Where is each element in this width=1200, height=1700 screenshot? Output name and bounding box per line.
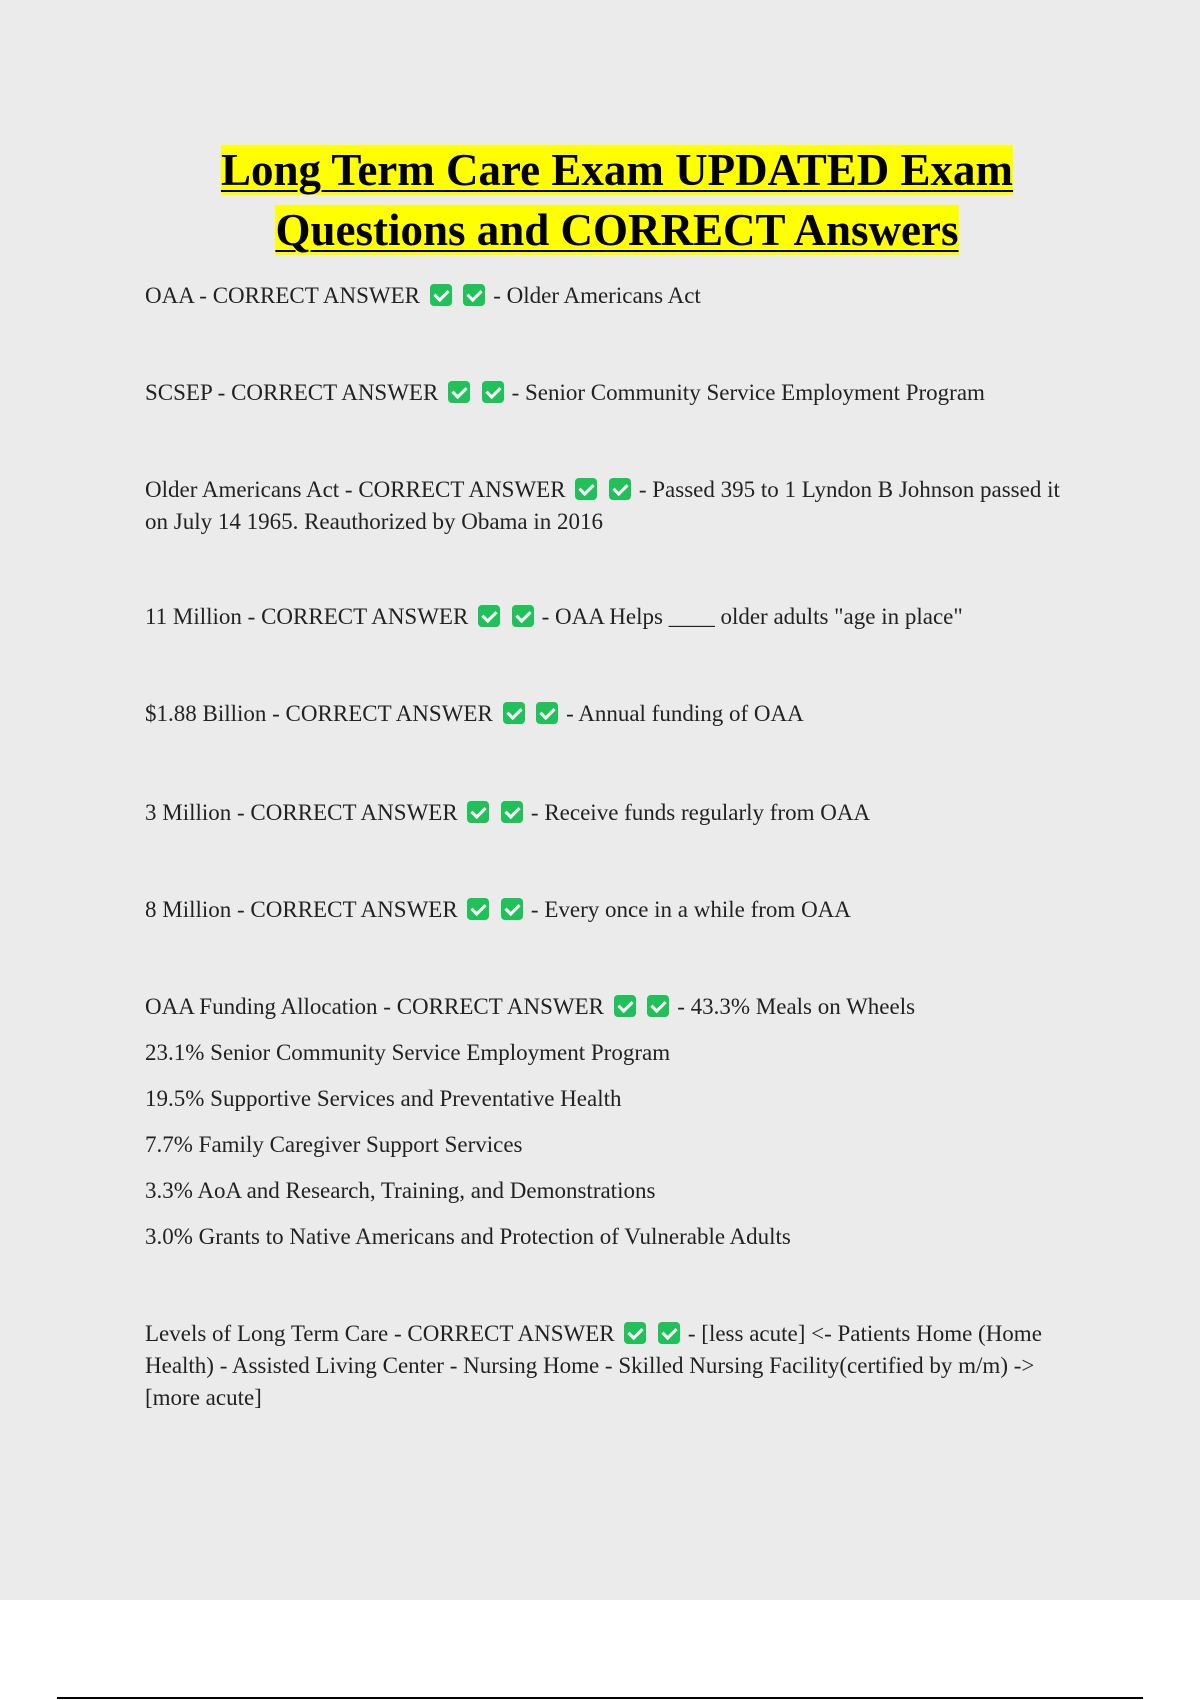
check-mark-icon (467, 801, 489, 823)
qa-answer: - Senior Community Service Employment Program (511, 380, 985, 405)
qa-item-scsep (145, 377, 1085, 409)
qa-answer: - Annual funding of OAA (566, 701, 804, 726)
qa-item-3-million (145, 797, 1085, 829)
check-mark-icon (658, 1322, 680, 1344)
qa-term: 11 Million - CORRECT ANSWER (145, 604, 469, 629)
qa-term: Levels of Long Term Care - CORRECT ANSWER (145, 1321, 615, 1346)
check-mark-icon (482, 381, 504, 403)
qa-answer: - OAA Helps ____ older adults "age in place" (541, 604, 963, 629)
allocation-line: 3.0% Grants to Native Americans and Protection of Vulnerable Adults (145, 1224, 791, 1249)
qa-term: OAA Funding Allocation - CORRECT ANSWER (145, 994, 604, 1019)
check-mark-icon (501, 898, 523, 920)
qa-item-older-americans-act (145, 474, 1085, 538)
qa-item-8-million (145, 894, 1085, 926)
check-mark-icon (501, 801, 523, 823)
qa-term: $1.88 Billion - CORRECT ANSWER (145, 701, 493, 726)
qa-item-levels-of-care (145, 1318, 1085, 1414)
check-mark-icon (624, 1322, 646, 1344)
allocation-line: 3.3% AoA and Research, Training, and Demonstrations (145, 1178, 656, 1203)
qa-answer: - Every once in a while from OAA (530, 897, 851, 922)
qa-item-11-million (145, 601, 1085, 633)
qa-answer: - Older Americans Act (493, 283, 701, 308)
check-mark-icon (512, 605, 534, 627)
check-mark-icon (430, 284, 452, 306)
check-mark-icon (575, 478, 597, 500)
qa-item-oaa (145, 280, 1085, 312)
check-mark-icon (536, 702, 558, 724)
qa-answer: - Passed 395 to 1 Lyndon B Johnson passed it on July 14 1965. Reauthorized by Obama in 2016 (145, 477, 1060, 534)
check-mark-icon (448, 381, 470, 403)
check-mark-icon (503, 702, 525, 724)
qa-answer: - [less acute] <- Patients Home (Home Health) - Assisted Living Center - Nursing Home - Skilled Nursing Facility(certified by m/m) -> [more acute] (145, 1321, 1042, 1410)
qa-answer: - Receive funds regularly from OAA (530, 800, 871, 825)
check-mark-icon (647, 995, 669, 1017)
qa-term: OAA - CORRECT ANSWER (145, 283, 420, 308)
check-mark-icon (467, 898, 489, 920)
check-mark-icon (609, 478, 631, 500)
footer-divider (57, 1697, 1143, 1699)
title-line-1: Long Term Care Exam UPDATED Exam (220, 145, 1014, 195)
check-mark-icon (478, 605, 500, 627)
qa-term: Older Americans Act - CORRECT ANSWER (145, 477, 566, 502)
allocation-line: 23.1% Senior Community Service Employment Program (145, 1040, 671, 1065)
qa-term: SCSEP - CORRECT ANSWER (145, 380, 439, 405)
allocation-line: 19.5% Supportive Services and Preventative Health (145, 1086, 622, 1111)
qa-item-annual-funding (145, 698, 1085, 730)
qa-answer: - 43.3% Meals on Wheels (677, 994, 916, 1019)
qa-term: 3 Million - CORRECT ANSWER (145, 800, 458, 825)
check-mark-icon (614, 995, 636, 1017)
title-line-2: Questions and CORRECT Answers (275, 205, 959, 255)
qa-item-funding-allocation (145, 991, 1085, 1253)
check-mark-icon (463, 284, 485, 306)
allocation-line: 7.7% Family Caregiver Support Services (145, 1132, 523, 1157)
qa-term: 8 Million - CORRECT ANSWER (145, 897, 458, 922)
document-title (80, 140, 1154, 260)
